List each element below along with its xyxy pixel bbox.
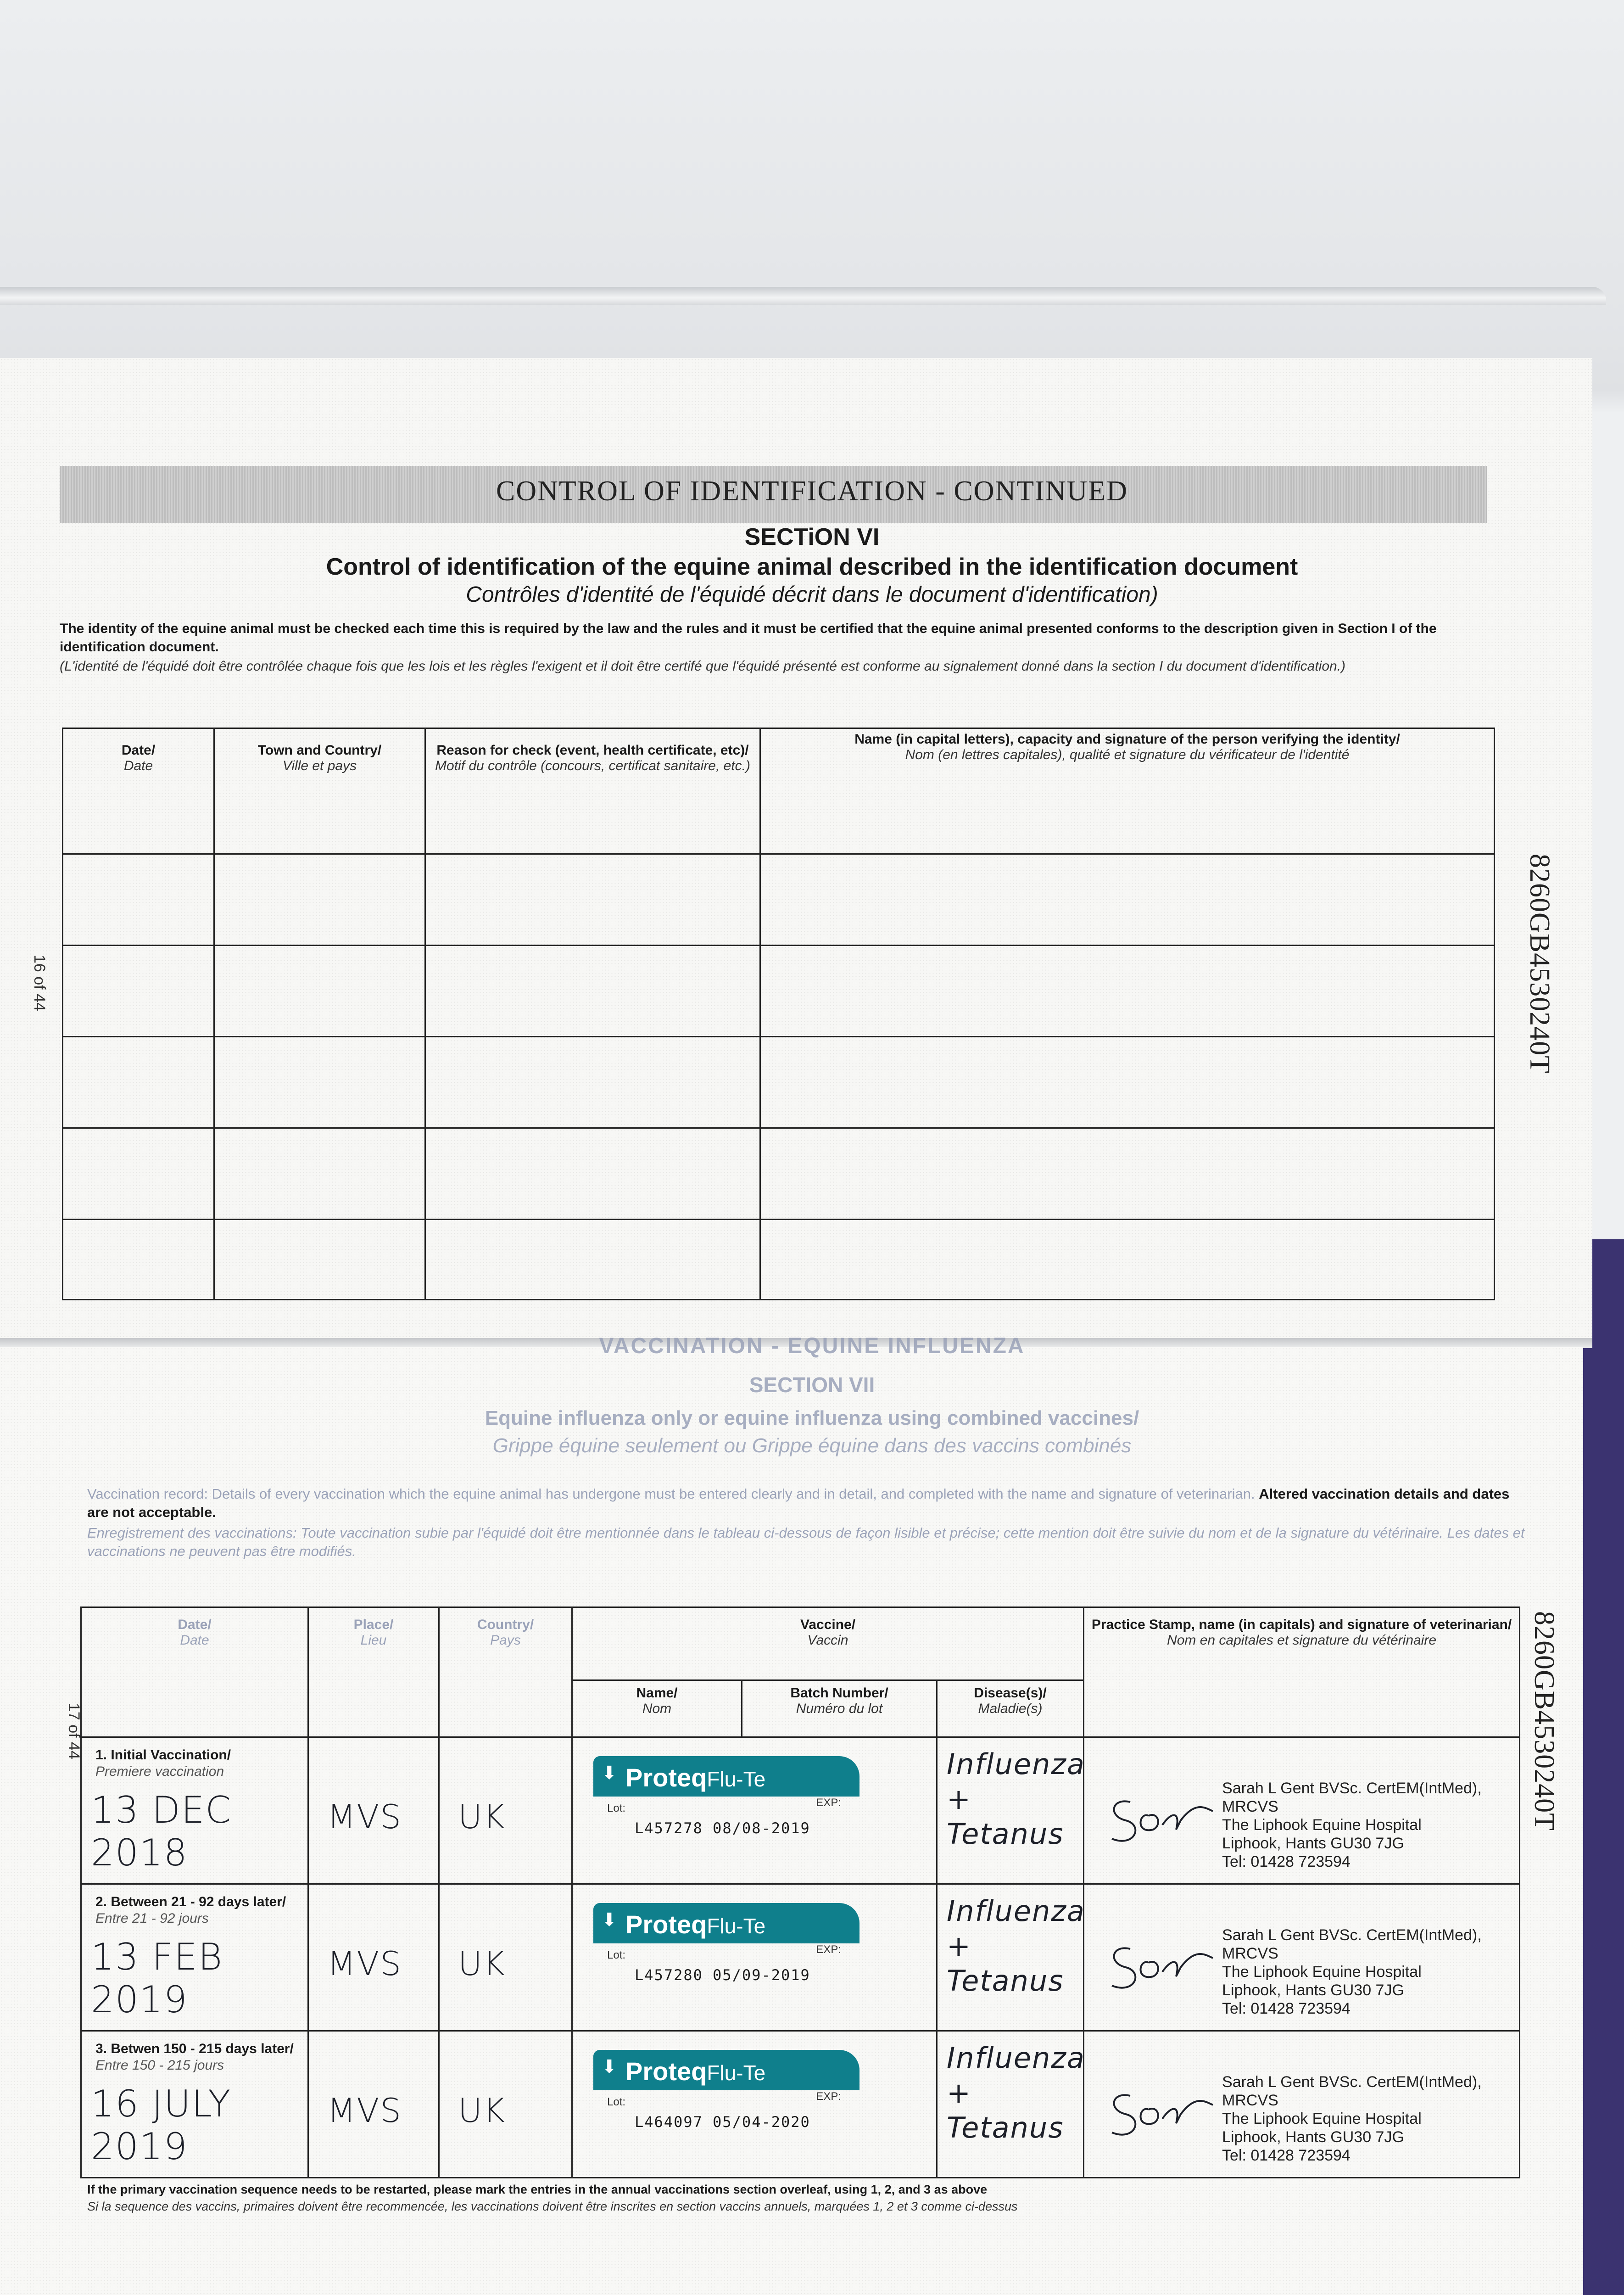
- section-7-title-en: Equine influenza only or equine influenza using combined vaccines/: [485, 1407, 1139, 1429]
- table-cell[interactable]: [760, 946, 1495, 1037]
- table-row: [63, 946, 1495, 1037]
- table-row: [63, 1037, 1495, 1128]
- table-cell[interactable]: [63, 1220, 214, 1300]
- veterinarian-signature: [1103, 2077, 1222, 2151]
- section-7-label: SECTION VII: [749, 1373, 875, 1397]
- vaccination-table: [80, 1606, 1520, 2178]
- vaccination-row: [81, 1884, 1520, 2031]
- section-6-title-en: Control of identification of the equine animal described in the identification document: [326, 554, 1298, 580]
- handwritten-place: MVS: [327, 1797, 402, 1836]
- table-cell[interactable]: [760, 854, 1495, 946]
- handwritten-country: UK: [458, 1797, 506, 1836]
- disease-cell[interactable]: [937, 2031, 1084, 2178]
- drop-icon: ⬇: [602, 1910, 617, 1930]
- restart-note-en: If the primary vaccination sequence needs to be restarted, please mark the entries in the annual vaccinations section overleaf, using 1, 2, and 3 as above: [87, 2183, 988, 2196]
- table-cell[interactable]: [214, 1037, 425, 1128]
- col-vac-place: Place/ Lieu: [308, 1607, 439, 1737]
- practice-stamp-cell[interactable]: [1084, 1737, 1520, 1884]
- table-cell[interactable]: [63, 946, 214, 1037]
- vaccine-sticker-cell[interactable]: [572, 1737, 937, 1884]
- practice-stamp: Sarah L Gent BVSc. CertEM(IntMed), MRCVS The Liphook Equine Hospital Liphook, Hants GU30 7JG Tel: 01428 723594: [1222, 1926, 1482, 2017]
- drop-icon: ⬇: [602, 2057, 617, 2077]
- restart-note-fr: Si la sequence des vaccins, primaires doivent être recommencée, les vaccinations doivent être inscrites en section vaccins annuels, marquées 1, 2 et 3 comme ci-dessus: [87, 2200, 1018, 2213]
- practice-stamp: Sarah L Gent BVSc. CertEM(IntMed), MRCVS The Liphook Equine Hospital Liphook, Hants GU30 7JG Tel: 01428 723594: [1222, 1780, 1482, 1870]
- section-7-heading: VACCINATION - EQUINE INFLUENZA: [599, 1334, 1025, 1358]
- vaccination-row: [81, 1737, 1520, 1884]
- disease-cell[interactable]: [937, 1737, 1084, 1884]
- col-vac-date: Date/ Date: [81, 1607, 308, 1737]
- lot-label: Lot:: [607, 2096, 626, 2108]
- table-cell[interactable]: [760, 1037, 1495, 1128]
- dose-label-en: 1. Initial Vaccination/: [95, 1747, 231, 1763]
- col-reason: Reason for check (event, health certificate, etc)/ Motif du contrôle (concours, certificat sanitaire, etc.): [425, 728, 760, 854]
- vaccine-batch-sticker: [593, 1903, 859, 1995]
- vaccine-brand: ProteqFlu-Te: [625, 1910, 766, 1939]
- document-id-bottom: 8260GB4530240T: [1529, 1611, 1560, 1831]
- page-number-17: 17 of 44: [65, 1703, 83, 1759]
- handwritten-date: 16 JULY 2019: [91, 2082, 232, 2168]
- exp-label: EXP:: [816, 2090, 841, 2103]
- dose-label-en: 3. Betwen 150 - 215 days later/: [95, 2041, 294, 2056]
- practice-stamp: Sarah L Gent BVSc. CertEM(IntMed), MRCVS The Liphook Equine Hospital Liphook, Hants GU30 7JG Tel: 01428 723594: [1222, 2073, 1482, 2164]
- disease-cell[interactable]: [937, 1884, 1084, 2031]
- vaccination-note-en: Vaccination record: Details of every vaccination which the equine animal has undergone must be entered clearly and in detail, and completed with the name and signature of veterinarian. Altered vaccination details and dates are not acceptable.: [87, 1486, 1510, 1520]
- handwritten-date: 13 DEC 2018: [91, 1789, 232, 1874]
- page-number-16: 16 of 44: [31, 955, 48, 1011]
- handwritten-country: UK: [458, 2091, 506, 2130]
- dose-label-fr: Premiere vaccination: [95, 1764, 224, 1779]
- section-6-title-fr: Contrôles d'identité de l'équidé décrit dans le document d'identification): [466, 582, 1158, 607]
- lot-label: Lot:: [607, 1802, 626, 1814]
- section-7-title-fr: Grippe équine seulement ou Grippe équine dans des vaccins combinés: [492, 1434, 1132, 1457]
- dose-label-fr: Entre 150 - 215 jours: [95, 2058, 224, 2073]
- table-row: [63, 1220, 1495, 1300]
- vaccine-brand: ProteqFlu-Te: [625, 1763, 766, 1792]
- passport-sleeve-edge: [0, 287, 1606, 305]
- dose-label-en: 2. Between 21 - 92 days later/: [95, 1894, 286, 1909]
- table-cell[interactable]: [63, 1037, 214, 1128]
- vaccine-batch-sticker: [593, 2050, 859, 2142]
- col-batch-number: Batch Number/ Numéro du lot: [742, 1680, 937, 1737]
- exp-label: EXP:: [816, 1797, 841, 1809]
- drop-icon: ⬇: [602, 1763, 617, 1783]
- handwritten-disease: Influenza + Tetanus: [947, 1894, 1085, 1998]
- section-6-label: SECTiON VI: [744, 524, 880, 550]
- table-row: [63, 1128, 1495, 1220]
- vaccination-row: [81, 2031, 1520, 2178]
- col-practice-stamp: Practice Stamp, name (in capitals) and signature of veterinarian/ Nom en capitales et signature du vétérinaire: [1084, 1607, 1520, 1737]
- section-banner-title: CONTROL OF IDENTIFICATION - CONTINUED: [496, 476, 1128, 507]
- vaccine-sticker-cell[interactable]: [572, 2031, 937, 2178]
- dose-label-fr: Entre 21 - 92 jours: [95, 1911, 209, 1926]
- vaccination-place-cell[interactable]: [308, 2031, 439, 2178]
- table-cell[interactable]: [425, 1037, 760, 1128]
- veterinarian-signature: [1103, 1931, 1222, 2004]
- table-cell[interactable]: [425, 854, 760, 946]
- table-cell[interactable]: [214, 946, 425, 1037]
- table-cell[interactable]: [214, 854, 425, 946]
- vaccination-date-cell[interactable]: [81, 2031, 308, 2178]
- vaccination-date-cell[interactable]: [81, 1884, 308, 2031]
- vaccination-date-cell[interactable]: [81, 1737, 308, 1884]
- vaccination-country-cell[interactable]: [439, 1884, 572, 2031]
- veterinarian-signature: [1103, 1784, 1222, 1857]
- identification-check-table: [62, 728, 1495, 1300]
- table-cell[interactable]: [63, 1128, 214, 1220]
- batch-number: L457278 08/08-2019: [635, 1819, 810, 1837]
- vaccination-place-cell[interactable]: [308, 1737, 439, 1884]
- table-cell[interactable]: [214, 1220, 425, 1300]
- practice-stamp-cell[interactable]: [1084, 2031, 1520, 2178]
- col-disease: Disease(s)/ Maladie(s): [937, 1680, 1084, 1737]
- handwritten-country: UK: [458, 1944, 506, 1983]
- vaccination-note-fr: Enregistrement des vaccinations: Toute vaccination subie par l'équidé doit être mentionnée dans le tableau ci-dessous de façon lisible et précise; cette mention doit être suivie du nom et de la signature du vétérinaire. Les dates et vaccinations ne peuvent pas être modifiés.: [87, 1525, 1525, 1559]
- vaccination-country-cell[interactable]: [439, 1737, 572, 1884]
- vaccination-country-cell[interactable]: [439, 2031, 572, 2178]
- table-cell[interactable]: [425, 1128, 760, 1220]
- practice-stamp-cell[interactable]: [1084, 1884, 1520, 2031]
- table-cell[interactable]: [425, 1220, 760, 1300]
- col-date: Date/ Date: [63, 728, 214, 854]
- handwritten-place: MVS: [327, 2091, 402, 2130]
- col-vac-country: Country/ Pays: [439, 1607, 572, 1737]
- batch-number: L457280 05/09-2019: [635, 1966, 810, 1984]
- col-vaccine-name: Name/ Nom: [572, 1680, 742, 1737]
- col-town-country: Town and Country/ Ville et pays: [214, 728, 425, 854]
- table-cell[interactable]: [63, 854, 214, 946]
- table-cell[interactable]: [214, 1128, 425, 1220]
- document-id-top: 8260GB4530240T: [1524, 854, 1555, 1074]
- handwritten-disease: Influenza + Tetanus: [947, 1747, 1085, 1851]
- section-6-intro-en: The identity of the equine animal must be checked each time this is required by the law and the rules and it must be certified that the equine animal presented conforms to the description given in Section I of the identification document.: [60, 621, 1437, 655]
- vaccination-place-cell[interactable]: [308, 1884, 439, 2031]
- section-6-intro-fr: (L'identité de l'équidé doit être contrôlée chaque fois que les lois et les règles l'exigent et il doit être certifé que l'équidé présenté est conforme au signalement donné dans la section I du document d'identification.): [60, 659, 1346, 674]
- vaccine-sticker-cell[interactable]: [572, 1884, 937, 2031]
- table-cell[interactable]: [760, 1128, 1495, 1220]
- handwritten-place: MVS: [327, 1944, 402, 1983]
- table-cell[interactable]: [760, 1220, 1495, 1300]
- handwritten-date: 13 FEB 2019: [91, 1936, 223, 2021]
- vaccine-brand: ProteqFlu-Te: [625, 2057, 766, 2086]
- exp-label: EXP:: [816, 1943, 841, 1956]
- table-row: [63, 854, 1495, 946]
- vaccine-batch-sticker: [593, 1756, 859, 1848]
- batch-number: L464097 05/04-2020: [635, 2113, 810, 2131]
- col-vaccine: Vaccine/ Vaccin: [572, 1607, 1084, 1680]
- handwritten-disease: Influenza + Tetanus: [947, 2041, 1085, 2144]
- lot-label: Lot:: [607, 1949, 626, 1961]
- table-cell[interactable]: [425, 946, 760, 1037]
- col-verifier: Name (in capital letters), capacity and signature of the person verifying the identity/ Nom (en lettres capitales), qualité et signature du vérificateur de l'identité: [760, 728, 1495, 854]
